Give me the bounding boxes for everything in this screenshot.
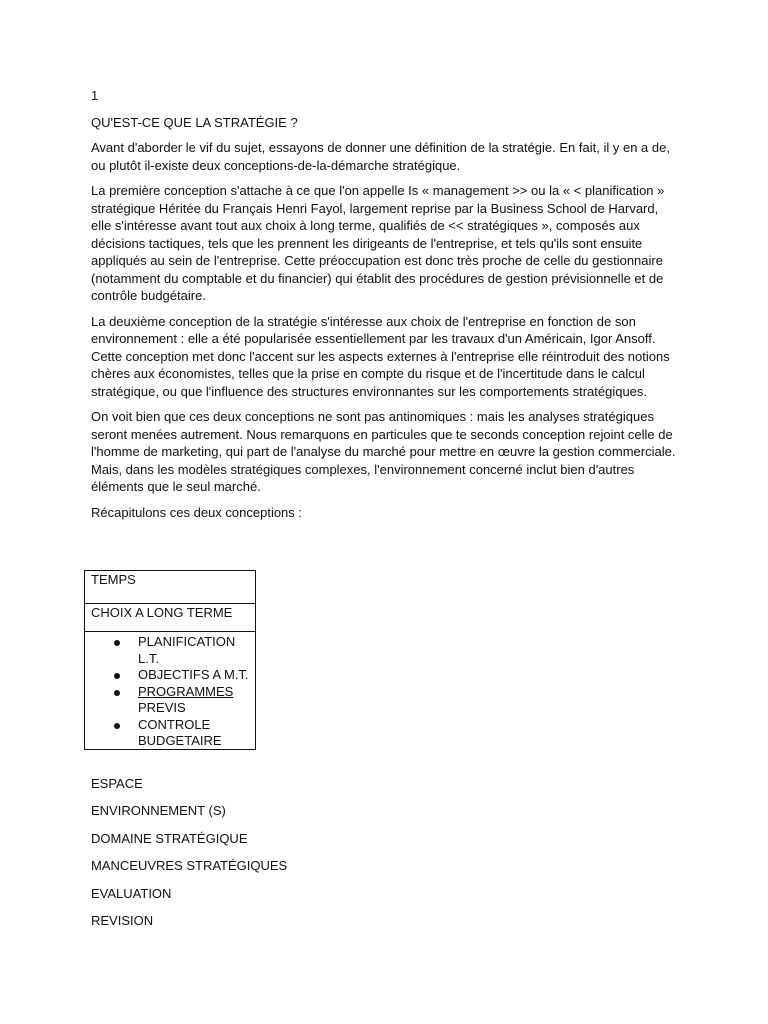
label-evaluation: EVALUATION xyxy=(91,885,172,901)
label-strategic-maneuvers: MANCEUVRES STRATÉGIQUES xyxy=(91,858,288,874)
box-label-long-term: CHOIX A LONG TERME xyxy=(91,605,233,620)
paragraph-recap: Récapitulons ces deux conceptions : xyxy=(91,504,303,520)
box-row-time xyxy=(85,571,255,604)
list-item: PROGRAMMES PREVIS xyxy=(91,684,249,717)
summary-box xyxy=(84,570,256,750)
list-item: PLANIFICATION L.T. xyxy=(91,634,249,667)
box-row-list xyxy=(85,632,255,749)
paragraph-intro: Avant d'aborder le vif du sujet, essayons de donner une définition de la stratégie. En fait, il y en a de, ou plutôt il-existe deux conceptions-de-la-démarche stratégique. xyxy=(91,140,670,173)
bullet-icon xyxy=(114,690,120,696)
label-space: ESPACE xyxy=(91,776,143,791)
page-number: 1 xyxy=(91,88,99,103)
box-label-time: TEMPS xyxy=(91,572,136,587)
box-row-long-term xyxy=(85,604,255,632)
document-body xyxy=(91,87,681,529)
list-item: OBJECTIFS A M.T. xyxy=(91,667,249,684)
label-revision: REVISION xyxy=(91,912,154,928)
paragraph-first-conception: La première conception s'attache à ce que l'on appelle Is « management >> ou la « < planification » stratégique Héritée du Français Henri Fayol, largement reprise par la Business School de Harvard, elle s'intéresse avant tout aux choix à long terme, qualifiés de << stratégiques », composés aux décisions tactiques, tels que les prennent les dirigeants de l'entreprise, et tels qu'ils sont ensuite appliqués au sein de l'entreprise. Cette préoccupation est donc très proche de celle du gestionnaire (notamment du comptable et du financier) qui établit des procédures de gestion prévisionnelle et de contrôle budgétaire. xyxy=(91,183,665,303)
bullet-icon xyxy=(114,723,120,729)
bullet-icon xyxy=(114,673,120,679)
label-environment: ENVIRONNEMENT (S) xyxy=(91,803,226,819)
paragraph-comparison: On voit bien que ces deux conceptions ne sont pas antinomiques : mais les analyses stratégiques seront menées autrement. Nous remarquons en particules que te seconds conception rejoint celle de l'homme de marketing, qui part de l'analyse du marché pour mettre en œuvre la gestion commerciale. Mais, dans les modèles stratégiques complexes, l'environnement concerné inclut bien d'autres éléments que le seul marché. xyxy=(91,409,676,494)
bullet-icon xyxy=(114,640,120,646)
paragraph-second-conception: La deuxième conception de la stratégie s'intéresse aux choix de l'entreprise en fonction de son environnement : elle a été popularisée essentiellement par les travaux d'un Américain, Igor Ansoff. Cette conception met donc l'accent sur les aspects externes à l'entreprise elle réintroduit des notions chères aux économistes, telles que la prise en compte du risque et de l'incertitude dans le calcul stratégique, ou que l'influence des structures environnantes sur les comportements stratégiques. xyxy=(91,313,670,399)
labels-list xyxy=(91,775,491,939)
box-bullet-list xyxy=(91,632,249,750)
document-title: QU'EST-CE QUE LA STRATÉGIE ? xyxy=(91,114,298,130)
list-item: CONTROLE BUDGETAIRE xyxy=(91,717,249,750)
label-strategic-domain: DOMAINE STRATÉGIQUE xyxy=(91,830,248,846)
